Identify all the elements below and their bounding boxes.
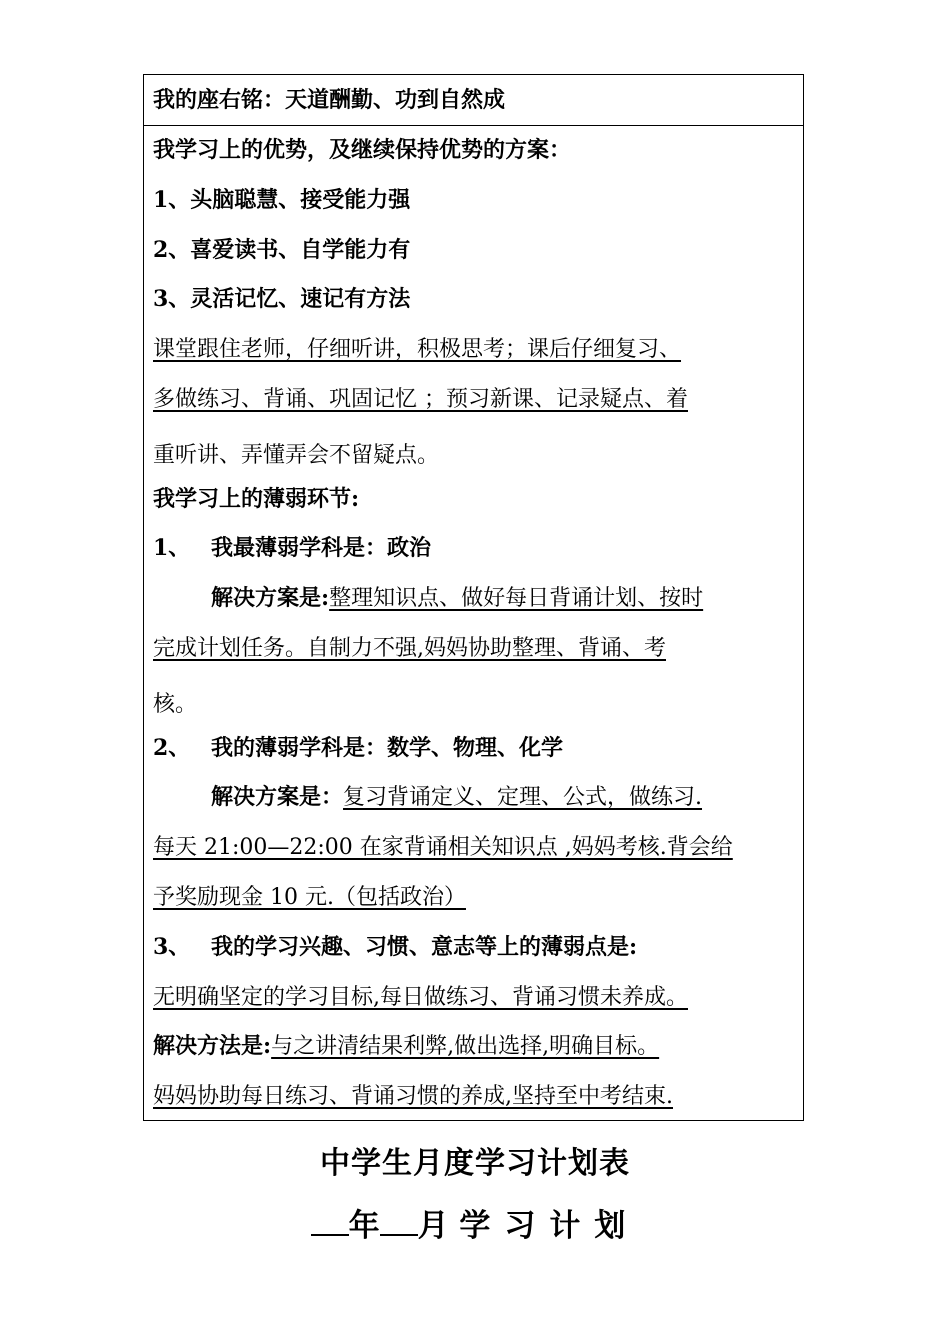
motto-row <box>144 75 803 126</box>
solution-1-line-1: 整理知识点、做好每日背诵计划、按时 <box>329 586 704 612</box>
solution-1-line-3: 核。 <box>153 686 523 724</box>
study-plan-table <box>143 74 804 1121</box>
weakness-item-1-num: 1、 <box>153 535 191 562</box>
strength-plan-line-2: 多做练习、背诵、巩固记忆 ；预习新课、记录疑点、着 <box>153 386 688 412</box>
plan-body <box>144 126 803 1122</box>
solution-label-1: 解决方案是: <box>211 585 330 612</box>
strength-item-2: 2、喜爱读书、自学能力有 <box>153 236 411 263</box>
month-label: 月 <box>417 1208 449 1244</box>
weakness-item-2 <box>153 724 795 774</box>
solution-label-2: 解决方案是： <box>211 784 344 811</box>
solution-1-line-2: 完成计划任务。自制力不强,妈妈协助整理、背诵、考 <box>153 635 666 661</box>
strength-item-3: 3、灵活记忆、速记有方法 <box>153 286 411 313</box>
weakness-item-2-num: 2、 <box>153 734 191 761</box>
solution-2-line-1: 复习背诵定义、定理、公式，做练习. <box>343 785 703 811</box>
weakness-3-method <box>153 1022 795 1072</box>
weakness-item-3 <box>153 923 795 973</box>
solution-2-line-3: 予奖励现金 10 元.（包括政治） <box>153 884 466 910</box>
strength-plan-line-3: 重听讲、弄懂弄会不留疑点。 <box>153 437 776 475</box>
weakness-item-1-solution <box>153 574 795 624</box>
weaknesses-heading: 我学习上的薄弱环节: <box>153 485 360 512</box>
method-label: 解决方法是: <box>153 1033 272 1060</box>
weakness-item-3-label: 我的学习兴趣、习惯、意志等上的薄弱点是: <box>211 933 638 960</box>
weakness-item-2-solution <box>153 773 795 823</box>
weakness-item-2-label: 我的薄弱学科是：数学、物理、化学 <box>211 734 564 761</box>
solution-2-line-2: 每天 21:00—22:00 在家背诵相关知识点 ,妈妈考核.背会给 <box>153 835 733 861</box>
method-line-2: 妈妈协助每日练习、背诵习惯的养成,坚持至中考结束. <box>153 1084 673 1110</box>
year-label: 年 <box>348 1208 380 1244</box>
month-blank <box>380 1208 418 1236</box>
strengths-heading: 我学习上的优势，及继续保持优势的方案： <box>153 137 572 163</box>
weakness-item-3-num: 3、 <box>153 933 191 960</box>
weakness-3-answer: 无明确坚定的学习目标,每日做练习、背诵习惯未养成。 <box>153 984 688 1010</box>
month-plan-heading <box>0 1200 950 1245</box>
page-title: 中学生月度学习计划表 <box>320 1146 630 1181</box>
motto-text: 天道酬勤、功到自然成 <box>285 87 506 113</box>
plan-label: 学习计划 <box>459 1208 640 1244</box>
weakness-item-1-label: 我最薄弱学科是：政治 <box>211 535 432 562</box>
motto-label: 我的座右铭： <box>153 87 286 113</box>
method-text: 与之讲清结果利弊,做出选择,明确目标。 <box>271 1034 660 1060</box>
strength-plan-line-1: 课堂跟住老师，仔细听讲，积极思考；课后仔细复习、 <box>153 337 682 363</box>
weakness-item-1 <box>153 524 795 574</box>
year-blank <box>311 1208 349 1236</box>
strength-item-1: 1、头脑聪慧、接受能力强 <box>153 186 411 213</box>
